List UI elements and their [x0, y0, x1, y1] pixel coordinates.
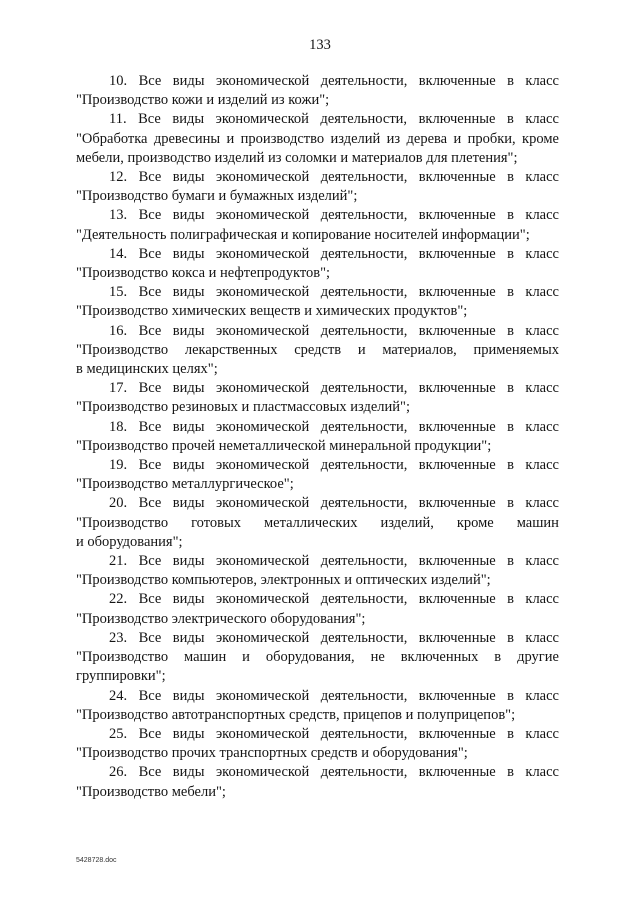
list-item [76, 418, 559, 456]
list-item [76, 763, 559, 801]
text-line: 25. Все виды экономической деятельности, включенные в класс [109, 725, 559, 742]
text-line: "Производство лекарственных средств и материалов, применяемых [76, 341, 559, 358]
text-line: "Производство бумаги и бумажных изделий"; [76, 188, 358, 205]
text-line: в медицинских целях"; [76, 361, 218, 378]
text-line: "Производство резиновых и пластмассовых изделий"; [76, 399, 410, 416]
text-line: 11. Все виды экономической деятельности, включенные в класс [109, 111, 559, 128]
list-item [76, 322, 559, 380]
text-line: "Производство автотранспортных средств, прицепов и полуприцепов"; [76, 706, 516, 723]
list-item [76, 629, 559, 687]
text-line: "Производство прочих транспортных средств и оборудования"; [76, 745, 468, 762]
text-line: 23. Все виды экономической деятельности, включенные в класс [109, 629, 559, 646]
text-line: "Производство мебели"; [76, 783, 226, 800]
list-item [76, 687, 559, 725]
text-line: "Производство кокса и нефтепродуктов"; [76, 265, 331, 282]
text-line: 19. Все виды экономической деятельности, включенные в класс [109, 457, 559, 474]
list-item [76, 168, 559, 206]
text-line: 21. Все виды экономической деятельности, включенные в класс [109, 553, 559, 570]
text-line: 24. Все виды экономической деятельности, включенные в класс [109, 687, 559, 704]
text-line: 26. Все виды экономической деятельности, включенные в класс [109, 764, 559, 781]
text-line: "Производство машин и оборудования, не включенных в другие [76, 649, 559, 666]
list-item [76, 494, 559, 552]
list-item [76, 552, 559, 590]
list-item [76, 590, 559, 628]
text-line: "Производство химических веществ и химических продуктов"; [76, 303, 468, 320]
text-line: 13. Все виды экономической деятельности, включенные в класс [109, 207, 559, 224]
text-line: "Производство кожи и изделий из кожи"; [76, 92, 330, 109]
document-body [76, 72, 559, 802]
text-line: 15. Все виды экономической деятельности, включенные в класс [109, 284, 559, 301]
text-line: 18. Все виды экономической деятельности, включенные в класс [109, 418, 559, 435]
text-line: "Обработка древесины и производство изделий из дерева и пробки, кроме [76, 130, 559, 147]
text-line: "Производство готовых металлических изделий, кроме машин [76, 514, 559, 531]
text-line: группировки"; [76, 668, 166, 685]
text-line: 10. Все виды экономической деятельности, включенные в класс [109, 73, 559, 89]
text-line: и оборудования"; [76, 533, 183, 550]
list-item [76, 456, 559, 494]
list-item [76, 110, 559, 168]
list-item [76, 283, 559, 321]
text-line: 17. Все виды экономической деятельности, включенные в класс [109, 380, 559, 397]
list-item [76, 72, 559, 110]
text-line: 12. Все виды экономической деятельности, включенные в класс [109, 169, 559, 186]
text-line: мебели, производство изделий из соломки и материалов для плетения"; [76, 149, 518, 166]
list-item [76, 206, 559, 244]
list-item [76, 245, 559, 283]
text-line: "Производство компьютеров, электронных и оптических изделий"; [76, 572, 491, 589]
text-line: "Производство электрического оборудования"; [76, 610, 366, 627]
text-line: "Деятельность полиграфическая и копирование носителей информации"; [76, 226, 530, 243]
text-line: "Производство прочей неметаллической минеральной продукции"; [76, 437, 492, 454]
text-line: 22. Все виды экономической деятельности, включенные в класс [109, 591, 559, 608]
footer-filename: 5428728.doc [76, 857, 117, 864]
page-number: 133 [309, 37, 331, 53]
text-line: "Производство металлургическое"; [76, 476, 294, 493]
list-item [76, 725, 559, 763]
text-line: 16. Все виды экономической деятельности, включенные в класс [109, 322, 559, 339]
text-line: 14. Все виды экономической деятельности, включенные в класс [109, 245, 559, 262]
list-item [76, 379, 559, 417]
text-line: 20. Все виды экономической деятельности, включенные в класс [109, 495, 559, 512]
